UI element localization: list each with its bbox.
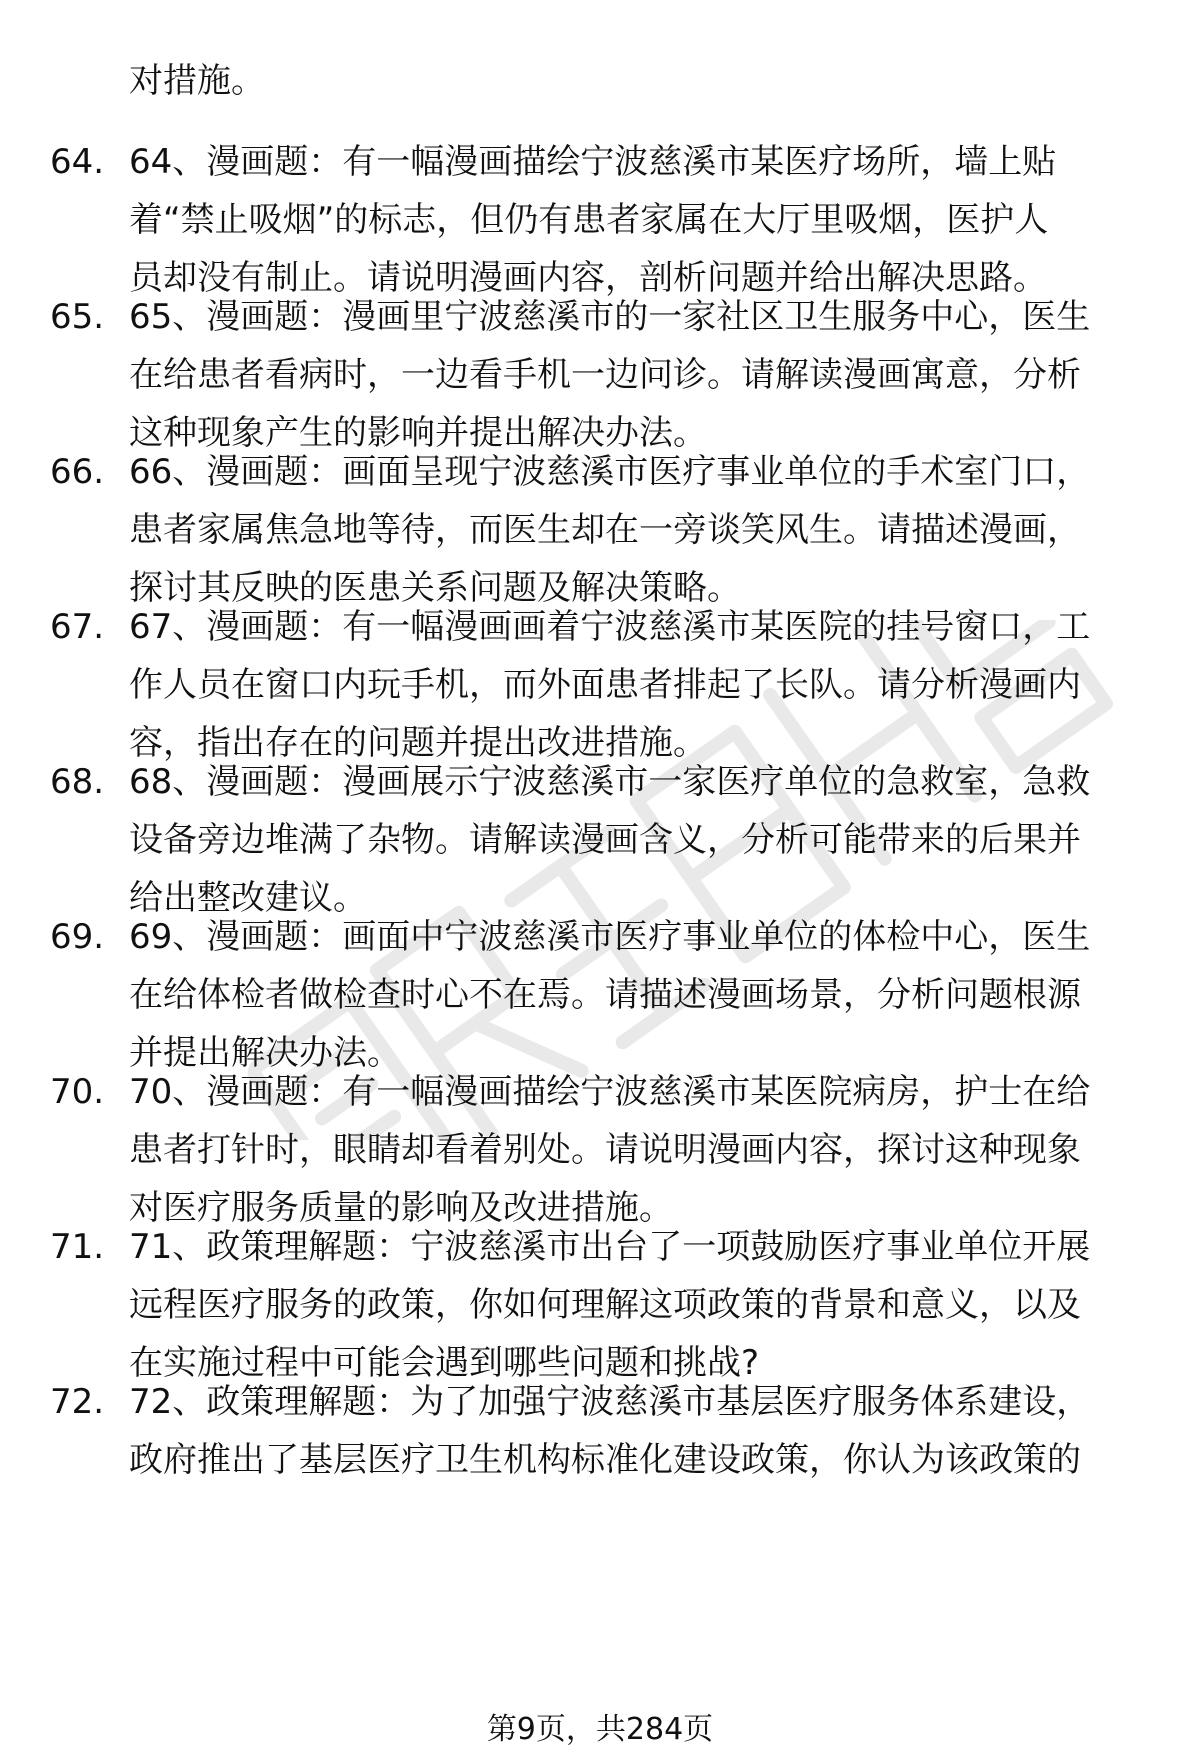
item-text: [129, 1218, 1139, 1392]
item-number: 65.: [50, 297, 105, 337]
item-text-line: 给出整改建议。: [129, 878, 367, 918]
item-text: [129, 133, 1139, 307]
item-text-line: 政府推出了基层医疗卫生机构标准化建设政策，你认为该政策的: [129, 1440, 1081, 1480]
item-text: [129, 598, 1139, 772]
item-text-line: 在实施过程中可能会遇到哪些问题和挑战?: [129, 1343, 760, 1383]
item-text-line: 69、漫画题：画面中宁波慈溪市医疗事业单位的体检中心，医生: [129, 917, 1091, 957]
item-text-line: 着“禁止吸烟”的标志，但仍有患者家属在大厅里吸烟，医护人: [129, 200, 1049, 240]
item-text-line: 容，指出存在的问题并提出改进措施。: [129, 723, 707, 763]
item-text-line: 对医疗服务质量的影响及改进措施。: [129, 1188, 673, 1228]
item-text-line: 70、漫画题：有一幅漫画描绘宁波慈溪市某医院病房，护士在给: [129, 1072, 1091, 1112]
item-text-line: 这种现象产生的影响并提出解决办法。: [129, 413, 707, 453]
item-text: [129, 288, 1139, 462]
item-text-line: 72、政策理解题：为了加强宁波慈溪市基层医疗服务体系建设，: [129, 1382, 1091, 1422]
item-number: 69.: [50, 917, 105, 957]
item-number: 66.: [50, 452, 105, 492]
item-text-line: 患者家属焦急地等待，而医生却在一旁谈笑风生。请描述漫画，: [129, 510, 1081, 550]
item-text-line: 设备旁边堆满了杂物。请解读漫画含义，分析可能带来的后果并: [129, 820, 1081, 860]
item-number: 68.: [50, 762, 105, 802]
item-text-line: 66、漫画题：画面呈现宁波慈溪市医疗事业单位的手术室门口，: [129, 452, 1091, 492]
item-text-line: 65、漫画题：漫画里宁波慈溪市的一家社区卫生服务中心，医生: [129, 297, 1091, 337]
item-number: 72.: [50, 1382, 105, 1422]
item-text-line: 在给患者看病时，一边看手机一边问诊。请解读漫画寓意，分析: [129, 355, 1081, 395]
item-text-line: 员却没有制止。请说明漫画内容，剖析问题并给出解决思路。: [129, 258, 1047, 298]
item-text-line: 64、漫画题：有一幅漫画描绘宁波慈溪市某医疗场所，墙上贴: [129, 142, 1057, 182]
item-number: 70.: [50, 1072, 105, 1112]
item-text-line: 在给体检者做检查时心不在焉。请描述漫画场景，分析问题根源: [129, 975, 1081, 1015]
item-text-line: 68、漫画题：漫画展示宁波慈溪市一家医疗单位的急救室，急救: [129, 762, 1091, 802]
item-text-line: 作人员在窗口内玩手机，而外面患者排起了长队。请分析漫画内: [129, 665, 1081, 705]
item-text-line: 并提出解决办法。: [129, 1033, 401, 1073]
item-text-line: 71、政策理解题：宁波慈溪市出台了一项鼓励医疗事业单位开展: [129, 1227, 1091, 1267]
page-footer: 第9页，共284页: [486, 1712, 714, 1747]
item-text-line: 67、漫画题：有一幅漫画画着宁波慈溪市某医院的挂号窗口，工: [129, 607, 1091, 647]
item-text: [129, 443, 1139, 617]
item-text: [129, 1373, 1139, 1489]
item-text-line: 探讨其反映的医患关系问题及解决策略。: [129, 568, 741, 608]
item-number: 67.: [50, 607, 105, 647]
continuation-text: 对措施。: [129, 61, 265, 101]
item-text-line: 远程医疗服务的政策，你如何理解这项政策的背景和意义，以及: [129, 1285, 1081, 1325]
item-text: [129, 1063, 1139, 1237]
item-text: [129, 908, 1139, 1082]
item-text: [129, 753, 1139, 927]
item-number: 71.: [50, 1227, 105, 1267]
item-text-line: 患者打针时，眼睛却看着别处。请说明漫画内容，探讨这种现象: [129, 1130, 1081, 1170]
item-number: 64.: [50, 142, 105, 182]
